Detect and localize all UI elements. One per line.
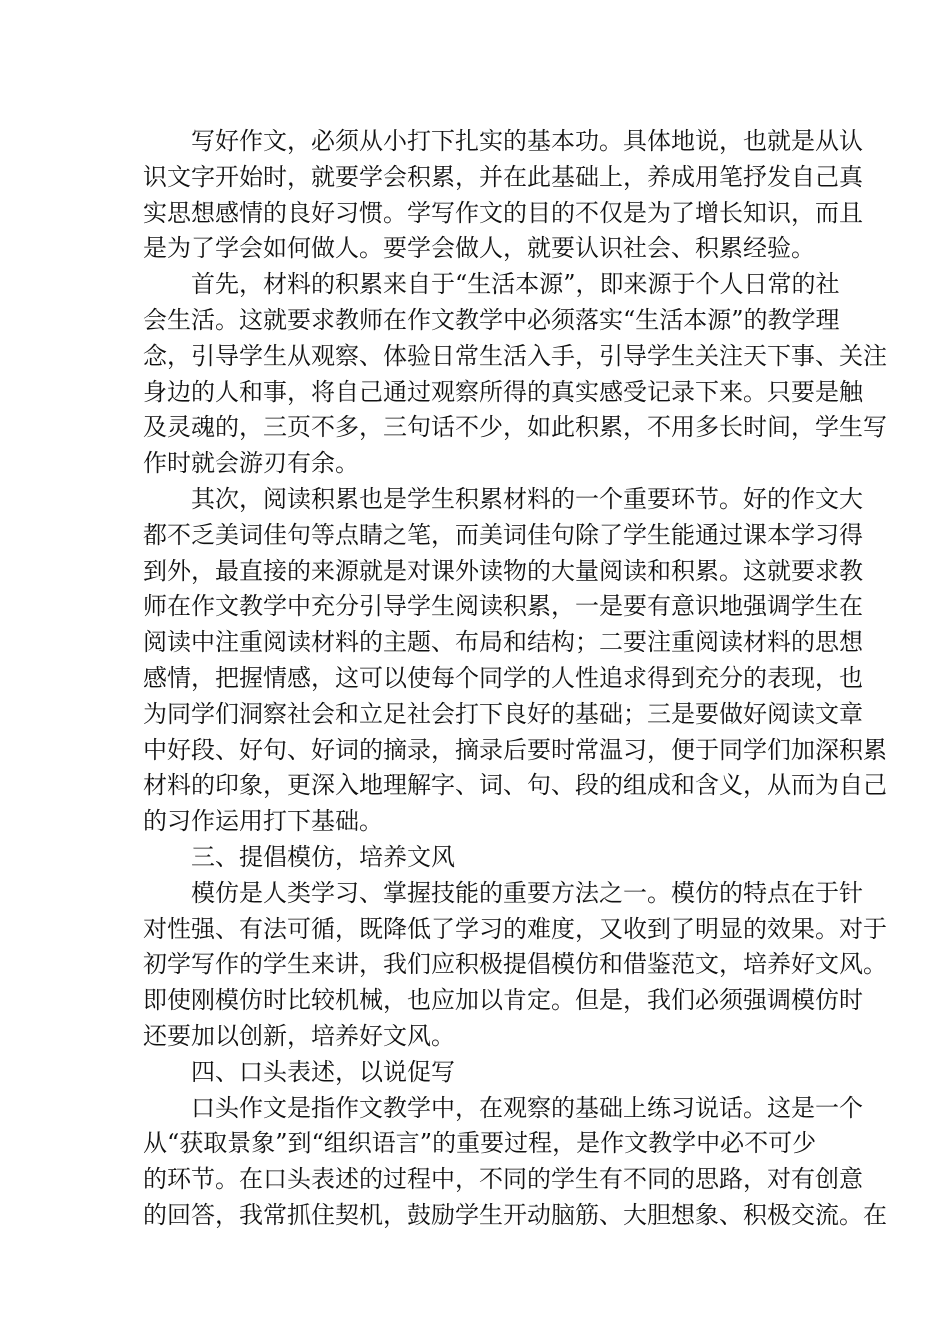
text-line: 身边的人和事，将自己通过观察所得的真实感受记录下来。只要是触 [143,377,863,406]
text-line: 四、口头表述，以说促写 [191,1057,455,1086]
text-line: 为同学们洞察社会和立足社会打下良好的基础；三是要做好阅读文章 [143,699,863,728]
text-line: 作时就会游刃有余。 [143,449,359,478]
text-line: 到外，最直接的来源就是对课外读物的大量阅读和积累。这就要求教 [143,556,863,585]
text-line: 的回答，我常抓住契机，鼓励学生开动脑筋、大胆想象、积极交流。在 [143,1200,887,1229]
text-line: 识文字开始时，就要学会积累，并在此基础上，养成用笔抒发自己真 [143,162,863,191]
text-line: 首先，材料的积累来自于“生活本源”，即来源于个人日常的社 [191,270,840,299]
text-line: 的习作运用打下基础。 [143,807,383,836]
text-line: 对性强、有法可循，既降低了学习的难度，又收到了明显的效果。对于 [143,914,887,943]
text-line: 从“获取景象”到“组织语言”的重要过程，是作文教学中必不可少 [143,1129,817,1158]
text-line: 中好段、好句、好词的摘录，摘录后要时常温习，便于同学们加深积累 [143,735,887,764]
text-line: 模仿是人类学习、掌握技能的重要方法之一。模仿的特点在于针 [191,878,863,907]
text-line: 三、提倡模仿，培养文风 [191,842,455,871]
body-text [143,124,887,1234]
text-line: 初学写作的学生来讲，我们应积极提倡模仿和借鉴范文，培养好文风。 [143,950,887,979]
text-line: 师在作文教学中充分引导学生阅读积累，一是要有意识地强调学生在 [143,592,863,621]
text-line: 写好作文，必须从小打下扎实的基本功。具体地说，也就是从认 [191,127,863,155]
text-line: 念，引导学生从观察、体验日常生活入手，引导学生关注天下事、关注 [143,341,887,370]
text-line: 及灵魂的，三页不多，三句话不少，如此积累，不用多长时间，学生写 [143,413,887,442]
text-line: 即使刚模仿时比较机械，也应加以肯定。但是，我们必须强调模仿时 [143,986,863,1015]
text-line: 其次，阅读积累也是学生积累材料的一个重要环节。好的作文大 [191,484,863,513]
text-line: 都不乏美词佳句等点睛之笔，而美词佳句除了学生能通过课本学习得 [143,520,863,549]
text-line: 口头作文是指作文教学中，在观察的基础上练习说话。这是一个 [191,1093,863,1122]
text-line: 阅读中注重阅读材料的主题、布局和结构；二要注重阅读材料的思想 [143,628,863,657]
text-line: 感情，把握情感，这可以使每个同学的人性追求得到充分的表现，也 [143,663,863,692]
text-line: 实思想感情的良好习惯。学写作文的目的不仅是为了增长知识，而且 [143,198,863,227]
text-line: 的环节。在口头表述的过程中，不同的学生有不同的思路，对有创意 [143,1165,863,1194]
text-line: 材料的印象，更深入地理解字、词、句、段的组成和含义，从而为自己 [143,771,887,800]
text-line: 会生活。这就要求教师在作文教学中必须落实“生活本源”的教学理 [143,305,840,334]
text-line: 是为了学会如何做人。要学会做人，就要认识社会、积累经验。 [143,234,815,263]
text-line: 还要加以创新，培养好文风。 [143,1021,455,1050]
